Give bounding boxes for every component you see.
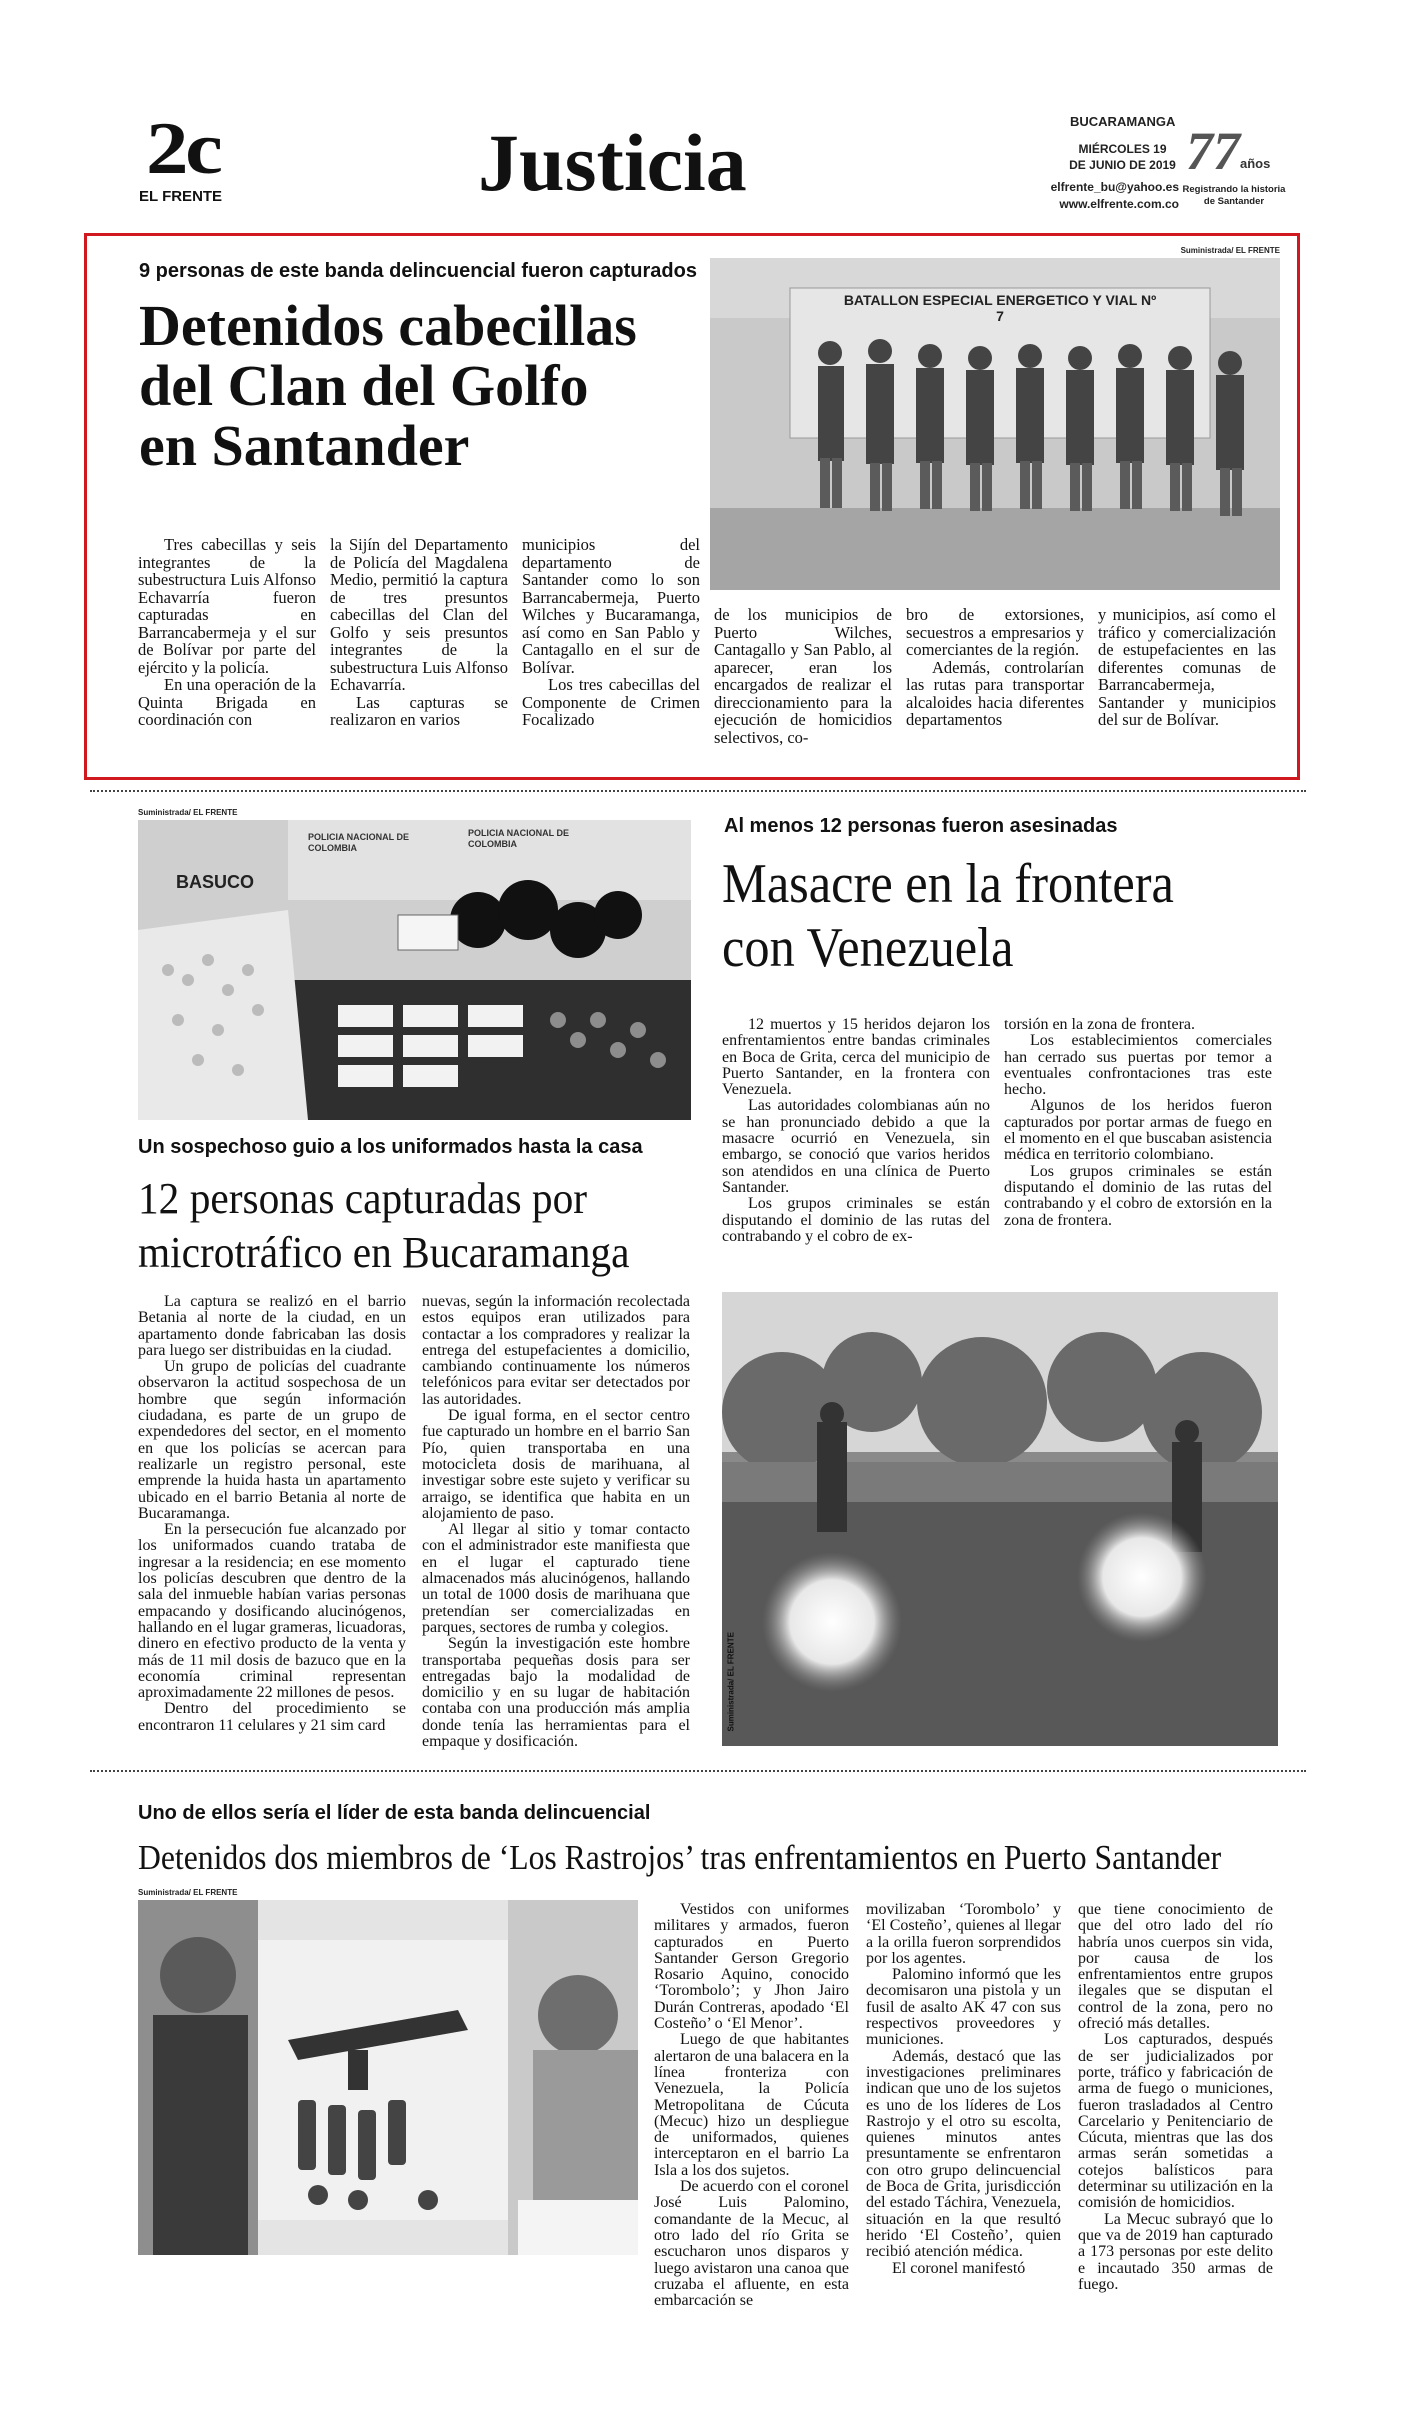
paragraph: Los tres cabecillas del Componente de Crimen Focalizado — [522, 675, 700, 729]
paragraph: Además, destacó que las investigaciones preliminares indican que uno de los sujetos es uno de los líderes de Los Rastrojo y el otro su escolta, quienes minutos antes presuntamente se enfrentaron con otro grupo delincuencial de Boca de Grita, jurisdicción del estado Táchira, Venezuela, situación en la que resultó herido ‘El Costeño’, quien recibió atención médica. — [866, 2047, 1061, 2261]
section-title: Justicia — [478, 117, 747, 208]
anniversary-tagline-1: Registrando la historia — [1182, 184, 1286, 195]
story2-photo-art — [138, 820, 691, 1120]
header-website[interactable]: www.elfrente.com.co — [1059, 197, 1179, 211]
header-date-1: MIÉRCOLES 19 — [1078, 142, 1167, 156]
story1-column-6 — [1098, 606, 1276, 729]
paragraph: la Sijín del Departamento de Policía del Magdalena Medio, permitió la captura de tres presuntos cabecillas del Clan del Golfo y seis presuntos integrantes de la subestructura Luis Alfonso Echavarría. — [330, 535, 508, 694]
story1-column-5 — [906, 606, 1084, 729]
paragraph: El coronel manifestó — [892, 2259, 1026, 2277]
paragraph: Las autoridades colombianas aún no se han pronunciado debido a que la masacre ocurrió en Venezuela, sin embargo, se conoció que varios heridos son atendidos en una clínica de Puerto Santander. — [722, 1097, 990, 1196]
paragraph: Palomino informó que les decomisaron una pistola y un fusil de asalto AK 47 con sus respectivos proveedores y municiones. — [866, 1966, 1061, 2049]
story4-photo-art — [138, 1900, 638, 2255]
paragraph: 12 muertos y 15 heridos dejaron los enfrentamientos entre bandas criminales en Boca de Grita, cerca del municipio de Puerto Santander, en la frontera con Venezuela. — [722, 1016, 990, 1099]
paragraph: bro de extorsiones, secuestros a empresarios y comerciantes de la región. — [906, 605, 1084, 659]
story3-headline-line: Masacre en la frontera — [722, 853, 1174, 915]
paragraph: Los grupos criminales se están disputando el dominio de las rutas del contrabando y el cobro de extorsión en la zona de frontera. — [1004, 1162, 1272, 1229]
story1-photo — [710, 258, 1280, 590]
divider — [90, 790, 1306, 792]
story1-column-2 — [330, 536, 508, 729]
paragraph: Tres cabecillas y seis integrantes de la subestructura Luis Alfonso Echavarría fueron capturadas en Barrancabermeja y el sur de Bolívar por parte del ejército y la policía. — [138, 535, 316, 677]
masthead — [0, 0, 1406, 225]
story4-column-3 — [1078, 1902, 1273, 2293]
story2-headline-line: microtráfico en Bucaramanga — [138, 1228, 630, 1277]
paragraph: Los capturados, después de ser judicializados por porte, tráfico y fabricación de arma de fuego o municiones, fueron trasladados al Centro Carcelario y Penitenciario de Cúcuta, mientras que las dos armas serán sometidas a cotejos balísticos para determinar su utilización en la comisión de homicidios. — [1078, 2031, 1273, 2212]
paragraph: De igual forma, en el sector centro fue capturado un hombre en el barrio San Pío, quien transportaba en una motocicleta dosis de marihuana, al investigar sobre este sujeto y verificar su arraigo, se identifica que habita en un alojamiento de paso. — [422, 1407, 690, 1522]
story1-column-3 — [522, 536, 700, 729]
story1-photo-banner: BATALLON ESPECIAL ENERGETICO Y VIAL Nº 7 — [843, 292, 1157, 324]
anniversary-word: años — [1240, 156, 1271, 171]
story2-photo-credit: Suministrada/ EL FRENTE — [138, 808, 238, 817]
paragraph: municipios del departamento de Santander como lo son Barrancabermeja, Puerto Wilches y Bucaramanga, así como en San Pablo y Cantagallo en el sur de Bolívar. — [522, 535, 700, 677]
story2-photo — [138, 820, 691, 1120]
paragraph: que tiene conocimiento de que del otro lado del río habría unos cuerpos sin vida, por causa de los enfrentamientos entre grupos ilegales que se disputan el control de la zona, pero no ofreció más detalles. — [1078, 1901, 1273, 2033]
anniversary-logo — [1184, 116, 1284, 216]
header-date-2: DE JUNIO DE 2019 — [1069, 158, 1176, 172]
story2-photo-label-police-2: POLICIA NACIONAL DE COLOMBIA — [468, 828, 570, 849]
paragraph: Dentro del procedimiento se encontraron 11 celulares y 21 sim card — [138, 1700, 406, 1734]
paragraph: En una operación de la Quinta Brigada en coordinación con — [138, 675, 316, 729]
page-code: 2c — [146, 108, 220, 190]
story3-headline — [722, 852, 1244, 980]
story1-column-4 — [714, 606, 892, 746]
paragraph: Los establecimientos comerciales han cerrado sus puertas por temor a eventuales confrontaciones tras este hecho. — [1004, 1032, 1272, 1099]
story1-kicker: 9 personas de este banda delincuencial fueron capturados — [139, 260, 697, 282]
paragraph: La Mecuc subrayó que lo que va de 2019 han capturado a 173 personas por este delito e incautado 350 armas de fuego. — [1078, 2210, 1273, 2293]
story2-photo-label-police-1: POLICIA NACIONAL DE COLOMBIA — [308, 832, 410, 853]
story2-headline-line: 12 personas capturadas por — [138, 1174, 588, 1223]
paragraph: Luego de que habitantes alertaron de una balacera en la línea fronteriza con Venezuela, la Policía Metropolitana de Cúcuta (Mecuc) hizo un despliegue de uniformados, quienes interceptaron en el barrio La Isla a los dos sujetos. — [654, 2031, 849, 2179]
paragraph: Además, controlarían las rutas para transportar alcaloides hacia diferentes departamentos — [906, 657, 1084, 729]
story3-kicker: Al menos 12 personas fueron asesinadas — [724, 815, 1118, 837]
anniversary-number: 77 — [1186, 121, 1240, 181]
story1-headline-line: del Clan del Golfo — [139, 353, 589, 418]
paragraph: De acuerdo con el coronel José Luis Palomino, comandante de la Mecuc, al otro lado del río Grita se escucharon unos disparos y luego avistaron una canoa que cruzaba el afluente, en esta embarcación se — [654, 2178, 849, 2310]
story3-headline-line: con Venezuela — [722, 917, 1014, 979]
paragraph: Un grupo de policías del cuadrante observaron la actitud sospechosa de un hombre que según información ciudadana, es parte de un grupo de expendedores del sector, en el momento en que los policías se acercan para realizarle un registro personal, este emprende la huida hasta un apartamento ubicado en el barrio Betania al norte de Bucaramanga. — [138, 1358, 406, 1522]
paper-name-small: EL FRENTE — [139, 188, 223, 205]
header-city: BUCARAMANGA — [1070, 114, 1176, 129]
paragraph: de los municipios de Puerto Wilches, Cantagallo y San Pablo, al aparecer, eran los encargados de realizar el direccionamiento para la ejecución de homicidios selectivos, co- — [714, 605, 892, 747]
story2-column-1 — [138, 1294, 406, 1734]
divider — [90, 1770, 1306, 1772]
paragraph: Según la investigación este hombre transportaba pequeñas dosis para ser entregadas bajo la modalidad de domicilio y en su lugar de habitación contaba con una producción más amplia donde tenía las herramientas para el empaque y dosificación. — [422, 1635, 690, 1751]
story4-photo-credit: Suministrada/ EL FRENTE — [138, 1888, 238, 1897]
story3-column-2 — [1004, 1017, 1272, 1229]
story1-headline-line: Detenidos cabecillas — [139, 293, 637, 358]
paragraph: Al llegar al sitio y tomar contacto con el administrador este manifiesta que en el lugar el capturado tiene almacenados más alucinógenos, hallando un total de 1000 dosis de marihuana que pretendían ser comercializadas en parques, sectores de rumba y colegios. — [422, 1521, 690, 1636]
paragraph: torsión en la zona de frontera. — [1004, 1016, 1196, 1033]
paragraph: La captura se realizó en el barrio Betania al norte de la ciudad, en un apartamento donde fabricaban las dosis para luego ser distribuidas en la ciudad. — [138, 1293, 406, 1359]
story4-headline: Detenidos dos miembros de ‘Los Rastrojos’ tras enfrentamientos en Puerto Santander — [138, 1838, 1222, 1877]
story4-column-2 — [866, 1902, 1061, 2277]
story4-column-1 — [654, 1902, 849, 2309]
story2-photo-label-basuco: BASUCO — [176, 872, 255, 892]
story2-column-2 — [422, 1294, 690, 1750]
paragraph: movilizaban ‘Torombolo’ y ‘El Costeño’, quienes al llegar a la orilla fueron sorprendidos por los agentes. — [866, 1901, 1061, 1967]
paragraph: Vestidos con uniformes militares y armados, fueron capturados en Puerto Santander Gerson Gregorio Rosario Aquino, conocido ‘Torombolo’; y Jhon Jairo Durán Contreras, apodado ‘El Costeño’ o ‘El Menor’. — [654, 1901, 849, 2033]
paragraph: En la persecución fue alcanzado por los uniformados cuando trataba de ingresar a la residencia; en ese momento los policías descubren que dentro de la sala del inmueble habían varias personas empacando y dosificando alucinógenos, hallando en el lugar grameras, licuadoras, dinero en efectivo producto de la venta y más de 11 mil dosis de bazuco que en la economía criminal representan aproximadamente 22 millones de pesos. — [138, 1521, 406, 1702]
story1-photo-credit: Suministrada/ EL FRENTE — [1180, 246, 1280, 255]
story3-photo-credit: Suministrada/ EL FRENTE — [726, 1632, 736, 1732]
paragraph: Los grupos criminales se están disputando el dominio de las rutas del contrabando y el cobro de ex- — [722, 1195, 990, 1245]
story2-kicker: Un sospechoso guio a los uniformados hasta la casa — [138, 1136, 643, 1158]
header-email[interactable]: elfrente_bu@yahoo.es — [1050, 180, 1179, 194]
story3-photo — [722, 1292, 1278, 1746]
paragraph: Las capturas se realizaron en varios — [330, 692, 508, 729]
anniversary-tagline-2: de Santander — [1203, 196, 1265, 207]
story4-photo — [138, 1900, 638, 2255]
paragraph: y municipios, así como el tráfico y comercialización de estupefacientes en las diferentes comunas de Barrancabermeja, Santander y municipios del sur de Bolívar. — [1098, 605, 1276, 729]
story1-headline-line: en Santander — [139, 413, 470, 478]
story2-headline — [138, 1172, 664, 1280]
story1-headline — [139, 293, 719, 478]
story4-kicker: Uno de ellos sería el líder de esta banda delincuencial — [138, 1802, 651, 1824]
paragraph: nuevas, según la información recolectada estos equipos eran utilizados para contactar a los compradores y realizar la entrega del estupefacientes a domicilio, cambiando continuamente los números telefónicos para evitar ser detectados por las autoridades. — [422, 1293, 690, 1408]
story3-photo-art — [722, 1292, 1278, 1746]
paragraph: Algunos de los heridos fueron capturados por portar armas de fuego en el momento en el que buscaban asistencia médica en territorio colombiano. — [1004, 1097, 1272, 1164]
story1-column-1 — [138, 536, 316, 729]
story3-column-1 — [722, 1017, 990, 1245]
